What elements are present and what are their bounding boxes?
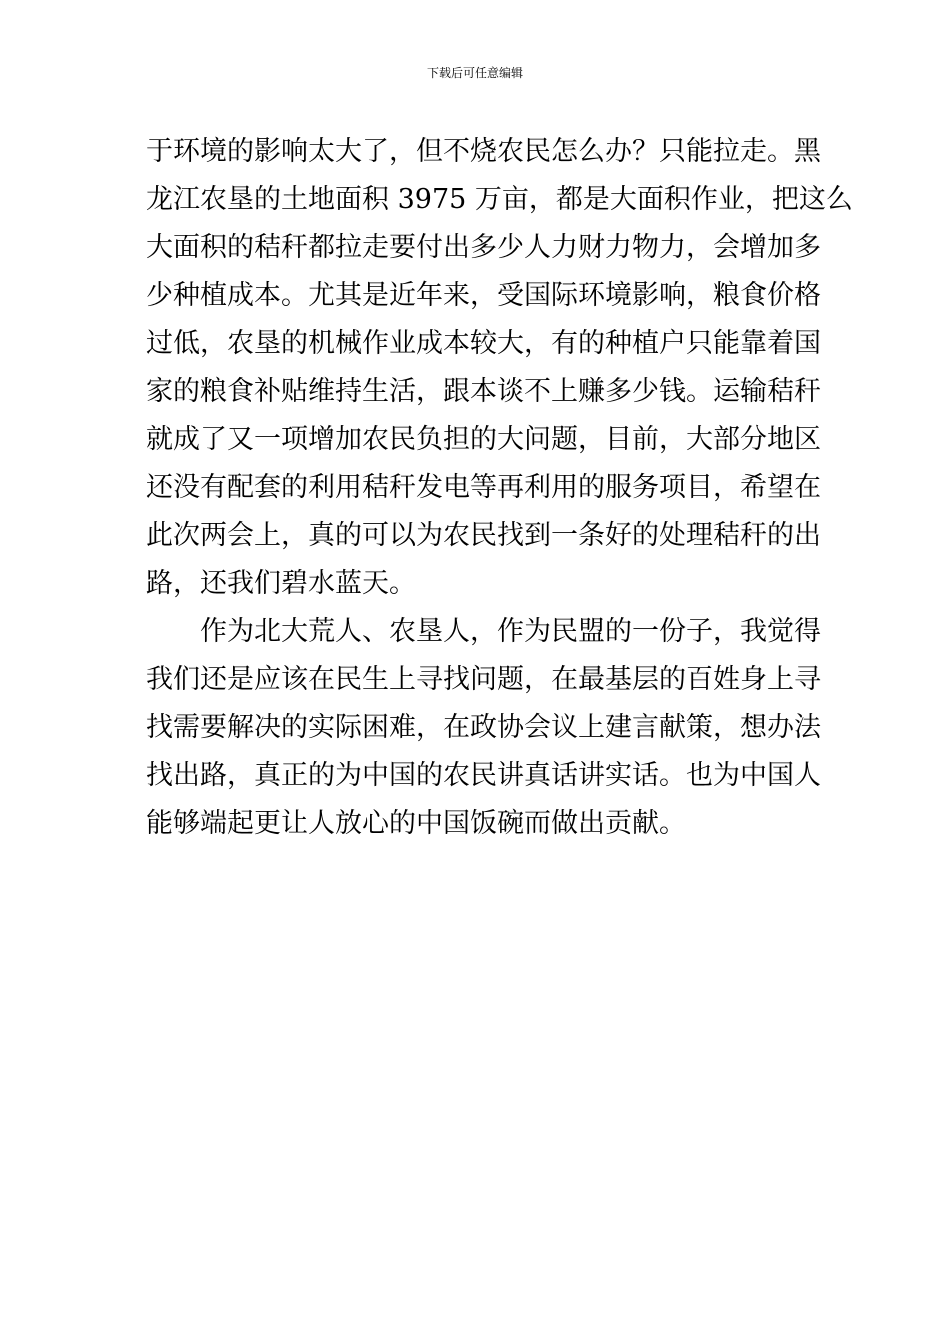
text-line: 作为北大荒人、农垦人，作为民盟的一份子，我觉得 (200, 616, 821, 647)
text-line: 还没有配套的利用秸秆发电等再利用的服务项目，希望在 (146, 472, 821, 503)
text-line: 于环境的影响太大了，但不烧农民怎么办？只能拉走。黑 (146, 136, 821, 167)
text-line: 我们还是应该在民生上寻找问题，在最基层的百姓身上寻 (146, 664, 821, 695)
paragraph (146, 128, 853, 608)
text-line: 龙江农垦的土地面积 3975 万亩，都是大面积作业，把这么 (146, 184, 853, 215)
text-line: 家的粮食补贴维持生活，跟本谈不上赚多少钱。运输秸秆 (146, 376, 821, 407)
text-line: 就成了又一项增加农民负担的大问题，目前，大部分地区 (146, 424, 821, 455)
text-line: 能够端起更让人放心的中国饭碗而做出贡献。 (146, 808, 686, 839)
text-line: 路，还我们碧水蓝天。 (146, 568, 416, 599)
text-line: 少种植成本。尤其是近年来，受国际环境影响，粮食价格 (146, 280, 821, 311)
paragraph (146, 608, 821, 848)
document-body (146, 128, 853, 848)
page-header-note: 下载后可任意编辑 (426, 66, 523, 80)
text-line: 过低，农垦的机械作业成本较大，有的种植户只能靠着国 (146, 328, 821, 359)
text-line: 找需要解决的实际困难，在政协会议上建言献策，想办法 (146, 712, 821, 743)
text-line: 此次两会上，真的可以为农民找到一条好的处理秸秆的出 (146, 520, 821, 551)
text-line: 大面积的秸秆都拉走要付出多少人力财力物力，会增加多 (146, 232, 821, 263)
text-line: 找出路，真正的为中国的农民讲真话讲实话。也为中国人 (146, 760, 821, 791)
